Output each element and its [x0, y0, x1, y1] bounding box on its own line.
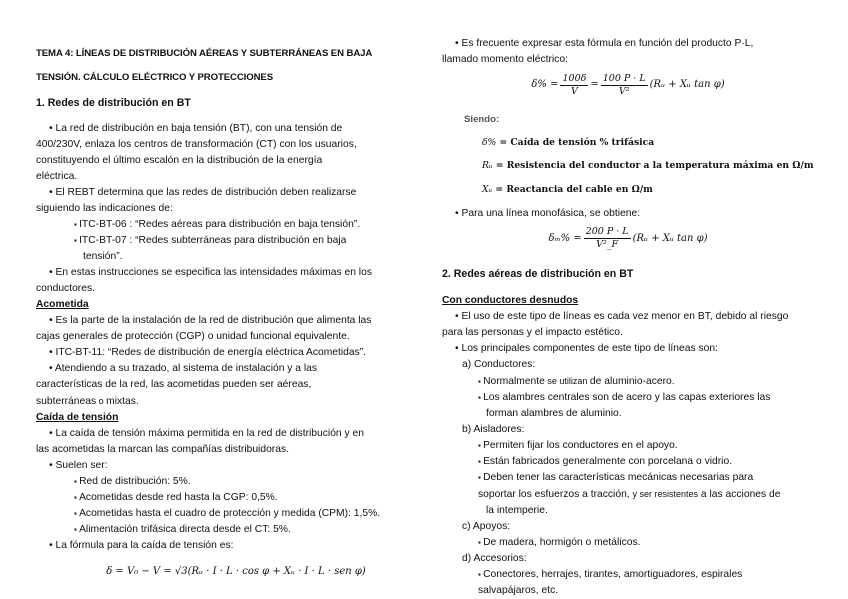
text-o: o: [96, 396, 107, 407]
heading-accesorios: d) Accesorios:: [462, 552, 527, 564]
list-item-madera: ▪ De madera, hormigón o metálicos.: [442, 535, 814, 551]
paragraph-red-bt-2: 400/230V, enlaza los centros de transformación (CT) con los usuarios,: [36, 139, 357, 151]
paragraph-red-bt-4: eléctrica.: [36, 171, 78, 183]
section-heading-2: 2. Redes aéreas de distribución en BT: [442, 268, 634, 281]
left-column: [36, 36, 406, 590]
formula-monofasica: [442, 222, 814, 256]
formula-trifasica-tail: (Rᵤ + Xᵤ tan φ): [649, 79, 725, 90]
list-item-alimentacion-trifasica: ▪ Alimentación trifásica directa desde el CT: 5%.: [36, 522, 406, 538]
text-aluminio-acero: de aluminio-acero.: [589, 375, 675, 387]
paragraph-monofasica: • Para una línea monofásica, se obtiene:: [442, 206, 814, 222]
paragraph-acometida-2: cajas generales de protección (CGP) o unidad funcional equivalente.: [36, 331, 350, 343]
paragraph-componentes: • Los principales componentes de este tipo de líneas son:: [442, 341, 814, 357]
paragraph-trazado-2: características de la red, las acometidas pueden ser aéreas,: [36, 379, 312, 391]
heading-apoyos: c) Apoyos:: [462, 520, 511, 532]
fraction-2-numerator: 100 P · L: [602, 72, 646, 84]
paragraph-intensidades-2: conductores.: [36, 283, 95, 295]
definition-delta: [442, 136, 814, 150]
right-column: [442, 36, 814, 599]
definition-ru: [442, 159, 814, 173]
heading-conductores-desnudos: Con conductores desnudos: [442, 294, 579, 306]
list-item-fijar: ▪ Permiten fijar los conductores en el apoyo.: [442, 438, 814, 454]
list-item-conectores-1: ▪ Conectores, herrajes, tirantes, amortiguadores, espirales: [442, 567, 814, 583]
heading-conductores: a) Conductores:: [462, 358, 536, 370]
section-heading-1: 1. Redes de distribución en BT: [36, 96, 191, 109]
paragraph-trazado-3: [36, 393, 406, 410]
fraction-1-denominator: V: [570, 85, 578, 97]
list-item-normalmente: [442, 373, 814, 390]
fraction-1: [560, 73, 588, 98]
list-item-alambres-2: forman alambres de aluminio.: [486, 407, 622, 419]
list-item-acometidas-cgp: ▪ Acometidas desde red hasta la CGP: 0,5%.: [36, 490, 406, 506]
paragraph-suelen-ser: • Suelen ser:: [36, 458, 406, 474]
formula-trifasica-lhs: δ% =: [531, 79, 559, 90]
document-title-line-2: TENSIÓN. CÁLCULO ELÉCTRICO Y PROTECCIONES: [36, 72, 274, 84]
paragraph-caida-1: • La caída de tensión máxima permitida en la red de distribución y en: [36, 426, 406, 442]
formula-caida-tension: δ = V₀ − V = √3(Rᵤ · I · L · cos φ + Xᵤ · I · L · sen φ): [106, 566, 366, 578]
symbol-ru: Rᵤ: [482, 160, 493, 172]
text-acciones: a las acciones de: [698, 488, 781, 500]
heading-acometida: Acometida: [36, 299, 89, 311]
symbol-xu: Xᵤ: [482, 183, 493, 195]
text-mixtas: mixtas.: [106, 396, 139, 408]
list-item-acometidas-cpm: ▪ Acometidas hasta el cuadro de protección y medida (CPM): 1,5%.: [36, 506, 406, 522]
paragraph-intensidades-1: • En estas instrucciones se especifica las intensidades máximas en los: [36, 265, 406, 281]
itc-bt-06: ▪ ITC-BT-06 : “Redes aéreas para distribución en baja tensión”.: [36, 217, 406, 233]
text-se-utilizan: se utilizan: [544, 375, 590, 386]
paragraph-momento-2: llamado momento eléctrico:: [442, 54, 568, 65]
fraction-3-numerator: 200 P · L: [585, 226, 629, 238]
heading-caida-tension: Caída de tensión: [36, 412, 119, 424]
fraction-1-numerator: 100δ: [562, 72, 587, 84]
formula-trifasica: [442, 68, 814, 102]
paragraph-formula: • La fórmula para la caída de tensión es:: [36, 538, 406, 554]
list-item-red-distribucion: ▪ Red de distribución: 5%.: [36, 474, 406, 490]
paragraph-acometida-1: • Es la parte de la instalación de la red de distribución que alimenta las: [36, 313, 406, 329]
definition-delta-text: = Caída de tensión % trifásica: [496, 137, 655, 149]
paragraph-trazado-1: • Atendiendo a su trazado, al sistema de instalación y a las: [36, 361, 406, 377]
list-item-mecanicas-3: la intemperie.: [486, 504, 548, 516]
itc-bt-07-2: tensión”.: [83, 251, 123, 263]
list-item-mecanicas-2: [442, 486, 814, 503]
list-item-conectores-2: salvapájaros, etc.: [478, 584, 559, 596]
list-item-mecanicas-1: ▪ Deben tener las características mecánicas necesarias para: [442, 470, 814, 486]
label-siendo: Siendo:: [464, 113, 500, 125]
itc-bt-07-1: ▪ ITC-BT-07 : “Redes subterráneas para distribución en baja: [36, 233, 406, 249]
definition-xu: [442, 183, 814, 197]
list-item-fabricados: ▪ Están fabricados generalmente con porcelana o vidrio.: [442, 454, 814, 470]
document-title-line-1: TEMA 4: LÍNEAS DE DISTRIBUCIÓN AÉREAS Y SUBTERRÁNEAS EN BAJA: [36, 47, 373, 59]
fraction-2-denominator: V²: [618, 85, 630, 97]
paragraph-red-bt-3: constituyendo el último escalón en la distribución de la energía: [36, 155, 323, 167]
paragraph-itc-bt-11: • ITC-BT-11: “Redes de distribución de energía eléctrica Acometidas”.: [36, 345, 406, 361]
text-resistentes: y ser resistentes: [632, 488, 699, 499]
paragraph-red-bt-1: • La red de distribución en baja tensión (BT), con una tensión de: [36, 121, 406, 137]
definition-ru-text: = Resistencia del conductor a la temperatura máxima en Ω/m: [492, 160, 814, 172]
formula-monofasica-tail: (Rᵤ + Xᵤ tan φ): [632, 232, 708, 244]
paragraph-uso-1: • El uso de este tipo de líneas es cada vez menor en BT, debido al riesgo: [442, 309, 814, 325]
fraction-3: [584, 226, 631, 251]
paragraph-uso-2: para las personas y el impacto estético.: [442, 326, 623, 338]
text-normalmente: Normalmente: [483, 375, 545, 387]
text-subterraneas: subterráneas: [36, 396, 97, 408]
fraction-2: [601, 73, 648, 98]
paragraph-caida-2: las acometidas la marcan las compañías distribuidoras.: [36, 444, 289, 456]
paragraph-rebt-1: • El REBT determina que las redes de distribución deben realizarse: [36, 185, 406, 201]
paragraph-rebt-2: siguiendo las indicaciones de:: [36, 203, 173, 215]
definition-xu-text: = Reactancia del cable en Ω/m: [492, 183, 653, 195]
text-esfuerzos: soportar los esfuerzos a tracción,: [478, 488, 633, 500]
formula-trifasica-equals: =: [590, 79, 599, 90]
paragraph-momento-1: • Es frecuente expresar esta fórmula en función del producto P·L,: [442, 36, 814, 52]
heading-aisladores: b) Aisladores:: [462, 423, 525, 435]
list-item-alambres-1: ▪ Los alambres centrales son de acero y las capas exteriores las: [442, 390, 814, 406]
formula-monofasica-lhs: δₘ% =: [548, 232, 582, 244]
fraction-3-denominator: V²_F: [596, 239, 619, 251]
symbol-delta: δ%: [482, 137, 497, 149]
